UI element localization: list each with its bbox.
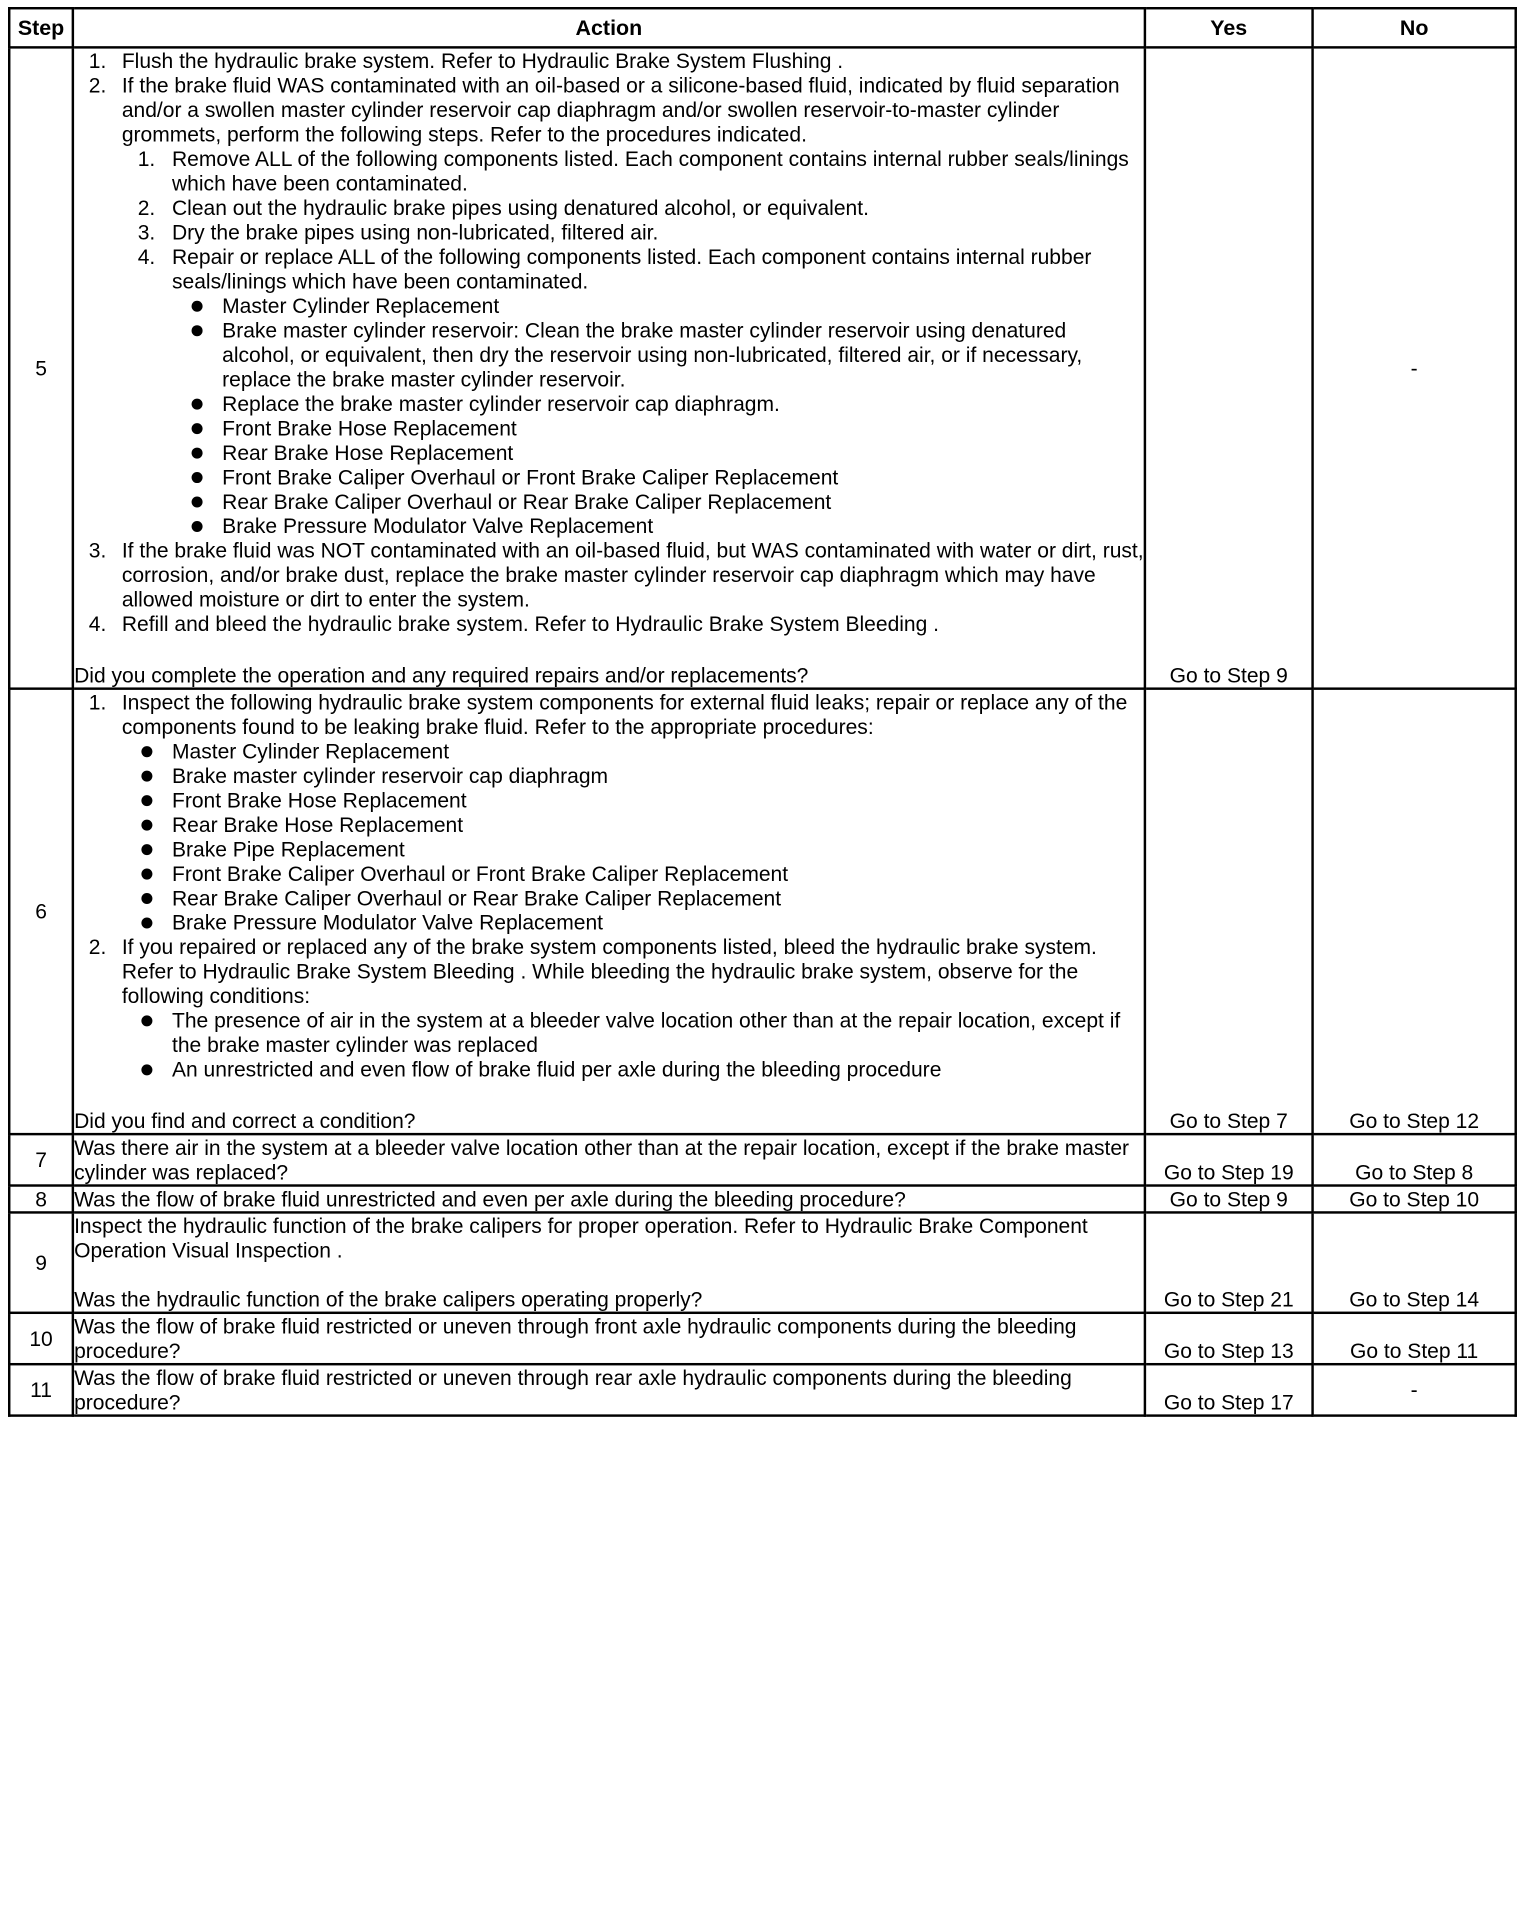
step-number: 9 [9,1212,73,1312]
instruction-text: Inspect the hydraulic function of the brake calipers for proper operation. Refer to Hydraulic Brake Component Operation Visual Inspection . [74,1213,1088,1263]
question-text: Was the flow of brake fluid unrestricted and even per axle during the bleeding procedure? [73,1186,1145,1213]
yes-result: Go to Step 19 [1145,1134,1313,1185]
step-number: 11 [9,1364,73,1415]
step-number: 5 [9,47,73,688]
table-row [9,1313,1515,1364]
table-row [9,689,1515,1134]
list-item: 3. Dry the brake pipes using non-lubricated, filtered air. [137,219,659,245]
yes-result: Go to Step 17 [1145,1364,1313,1415]
bullet-item: Brake master cylinder reservoir cap diaphragm [122,763,1144,787]
question-text: Did you find and correct a condition? [74,1108,416,1133]
no-result: Go to Step 8 [1313,1134,1516,1185]
question-text: Did you complete the operation and any required repairs and/or replacements? [74,662,809,688]
diagnostic-table [8,7,1517,1417]
table-row [9,1212,1515,1312]
table-row [9,1364,1515,1415]
table-row [9,1186,1515,1213]
bullet-item: Brake Pressure Modulator Valve Replacement [172,514,1144,538]
bullet-list [122,739,1144,935]
bullet-item: The presence of air in the system at a bleeder valve location other than at the repair location, except if the brake master cylinder was replaced [122,1008,1144,1057]
action-cell [73,47,1145,688]
no-result: Go to Step 11 [1313,1313,1516,1364]
table-row [9,47,1515,688]
list-item: 4. Repair or replace ALL of the following components listed. Each component contains internal rubber seals/linings which have been contaminated. Master Cylinder Replacement Brake master cylinder reservoir: Clean the brake master cylinder reservoir using denatured alcohol, or equivalent, then dry the reservoir using non-lubricated, filtered air, or if necessary, replace the brake master cylinder reservoir. Replace the brake master cylinder reservoir cap diaphragm. Front Brake Hose Replacement Rear Brake Hose Replacement Front Brake Caliper Overhaul or Front Brake Caliper Replacement Rear Brake Caliper Overhaul or Rear Brake Caliper Replacement Brake Pressure Modulator Valve Replacement [122,244,1144,538]
action-list [74,690,1144,1082]
sub-list [122,147,1144,539]
question-text: Was the flow of brake fluid restricted or uneven through rear axle hydraulic components during the bleeding procedure? [73,1364,1145,1415]
list-item: 4. Refill and bleed the hydraulic brake system. Refer to Hydraulic Brake System Bleeding . [88,611,940,637]
bullet-item: Brake master cylinder reservoir: Clean the brake master cylinder reservoir using denatured alcohol, or equivalent, then dry the reservoir using non-lubricated, filtered air, or if necessary, replace the brake master cylinder reservoir. [172,318,1144,391]
bullet-list [122,1008,1144,1081]
bullet-item: Front Brake Caliper Overhaul or Front Brake Caliper Replacement [122,861,1144,885]
yes-result: Go to Step 13 [1145,1313,1313,1364]
step-number: 7 [9,1134,73,1185]
bullet-item: Front Brake Hose Replacement [122,788,1144,812]
table-row [9,1134,1515,1185]
bullet-item: Rear Brake Hose Replacement [172,440,1144,464]
list-item: 3. If the brake fluid was NOT contaminated with an oil-based fluid, but WAS contaminated with water or dirt, rust, corrosion, and/or brake dust, replace the brake master cylinder reservoir cap diaphragm which may have allowed moisture or dirt to enter the system. [88,538,1144,612]
question-text: Was the hydraulic function of the brake calipers operating properly? [74,1287,703,1312]
header-action: Action [73,8,1145,47]
list-item: 2. If you repaired or replaced any of the brake system components listed, bleed the hydraulic brake system. Refer to Hydraulic Brake System Bleeding . While bleeding the hydraulic brake system, observe for the following conditions: The presence of air in the system at a bleeder valve location other than at the repair location, except if the brake master cylinder was replaced An unrestricted and even flow of brake fluid per axle during the bleeding procedure [74,935,1144,1082]
bullet-item: Front Brake Caliper Overhaul or Front Brake Caliper Replacement [172,465,1144,489]
yes-result: Go to Step 21 [1145,1212,1313,1312]
list-item: 2. Clean out the hydraulic brake pipes using denatured alcohol, or equivalent. [137,195,869,220]
bullet-item: Master Cylinder Replacement [122,739,1144,763]
no-result: - [1313,47,1516,688]
bullet-item: Front Brake Hose Replacement [172,416,1144,440]
bullet-item: Rear Brake Hose Replacement [122,812,1144,836]
action-cell [73,689,1145,1134]
bullet-item: An unrestricted and even flow of brake fluid per axle during the bleeding procedure [122,1057,1144,1081]
bullet-item: Brake Pipe Replacement [122,837,1144,861]
header-yes: Yes [1145,8,1313,47]
no-result: - [1313,1364,1516,1415]
bullet-item: Replace the brake master cylinder reservoir cap diaphragm. [172,391,1144,415]
list-item: 1. Inspect the following hydraulic brake system components for external fluid leaks; repair or replace any of the components found to be leaking brake fluid. Refer to the appropriate procedures: Master Cylinder Replacement Brake master cylinder reservoir cap diaphragm Front Brake Hose Replacement Rear Brake Hose Replacement Brake Pipe Replacement Front Brake Caliper Overhaul or Front Brake Caliper Replacement Rear Brake Caliper Overhaul or Rear Brake Caliper Replacement Brake Pressure Modulator Valve Replacement [74,690,1144,935]
bullet-item: Master Cylinder Replacement [172,293,1144,317]
no-result: Go to Step 14 [1313,1212,1516,1312]
step-number: 10 [9,1313,73,1364]
step-number: 6 [9,689,73,1134]
action-list [74,49,1144,636]
no-result: Go to Step 10 [1313,1186,1516,1213]
list-item: 1. Flush the hydraulic brake system. Refer to Hydraulic Brake System Flushing . [88,48,844,74]
list-item: 1. Remove ALL of the following components listed. Each component contains internal rubber seals/linings which have been contaminated. [137,146,1129,196]
header-row [9,8,1515,47]
bullet-item: Rear Brake Caliper Overhaul or Rear Brake Caliper Replacement [172,489,1144,513]
bullet-list [172,293,1144,538]
step-number: 8 [9,1186,73,1213]
question-text: Was the flow of brake fluid restricted or uneven through front axle hydraulic components during the bleeding procedure? [73,1313,1145,1364]
yes-result: Go to Step 7 [1145,689,1313,1134]
bullet-item: Rear Brake Caliper Overhaul or Rear Brake Caliper Replacement [122,886,1144,910]
question-text: Was there air in the system at a bleeder valve location other than at the repair location, except if the brake master cylinder was replaced? [73,1134,1145,1185]
yes-result: Go to Step 9 [1145,47,1313,688]
header-step: Step [9,8,73,47]
list-item: 2. If the brake fluid WAS contaminated with an oil-based or a silicone-based fluid, indicated by fluid separation and/or a swollen master cylinder reservoir cap diaphragm and/or swollen reservoir-to-master cylinder grommets, perform the following steps. Refer to the procedures indicated. 1. Remove ALL of the following components listed. Each component contains internal rubber seals/linings which have been contaminated. 2. Clean out the hydraulic brake pipes using denatured alcohol, or equivalent. 3. Dry the brake pipes using non-lubricated, filtered air. 4. Repair or replace ALL of the following components listed. Each component contains internal rubber seals/linings which have been contaminated. Master Cylinder Replacement Brake master cylinder reservoir: Clean the brake master cylinder reservoir using denatured alcohol, or equivalent, then dry the reservoir using non-lubricated, filtered air, or if necessary, replace the brake master cylinder reservoir. Replace the brake master cylinder reservoir cap diaphragm. Front Brake Hose Replacement Rear Brake Hose Replacement Front Brake Caliper Overhaul or Front Brake Caliper Replacement Rear Brake Caliper Overhaul or Rear Brake Caliper Replacement Brake Pressure Modulator Valve Replacement [74,73,1144,538]
header-no: No [1313,8,1516,47]
bullet-item: Brake Pressure Modulator Valve Replacement [122,910,1144,934]
no-result: Go to Step 12 [1313,689,1516,1134]
action-cell [73,1212,1145,1312]
yes-result: Go to Step 9 [1145,1186,1313,1213]
